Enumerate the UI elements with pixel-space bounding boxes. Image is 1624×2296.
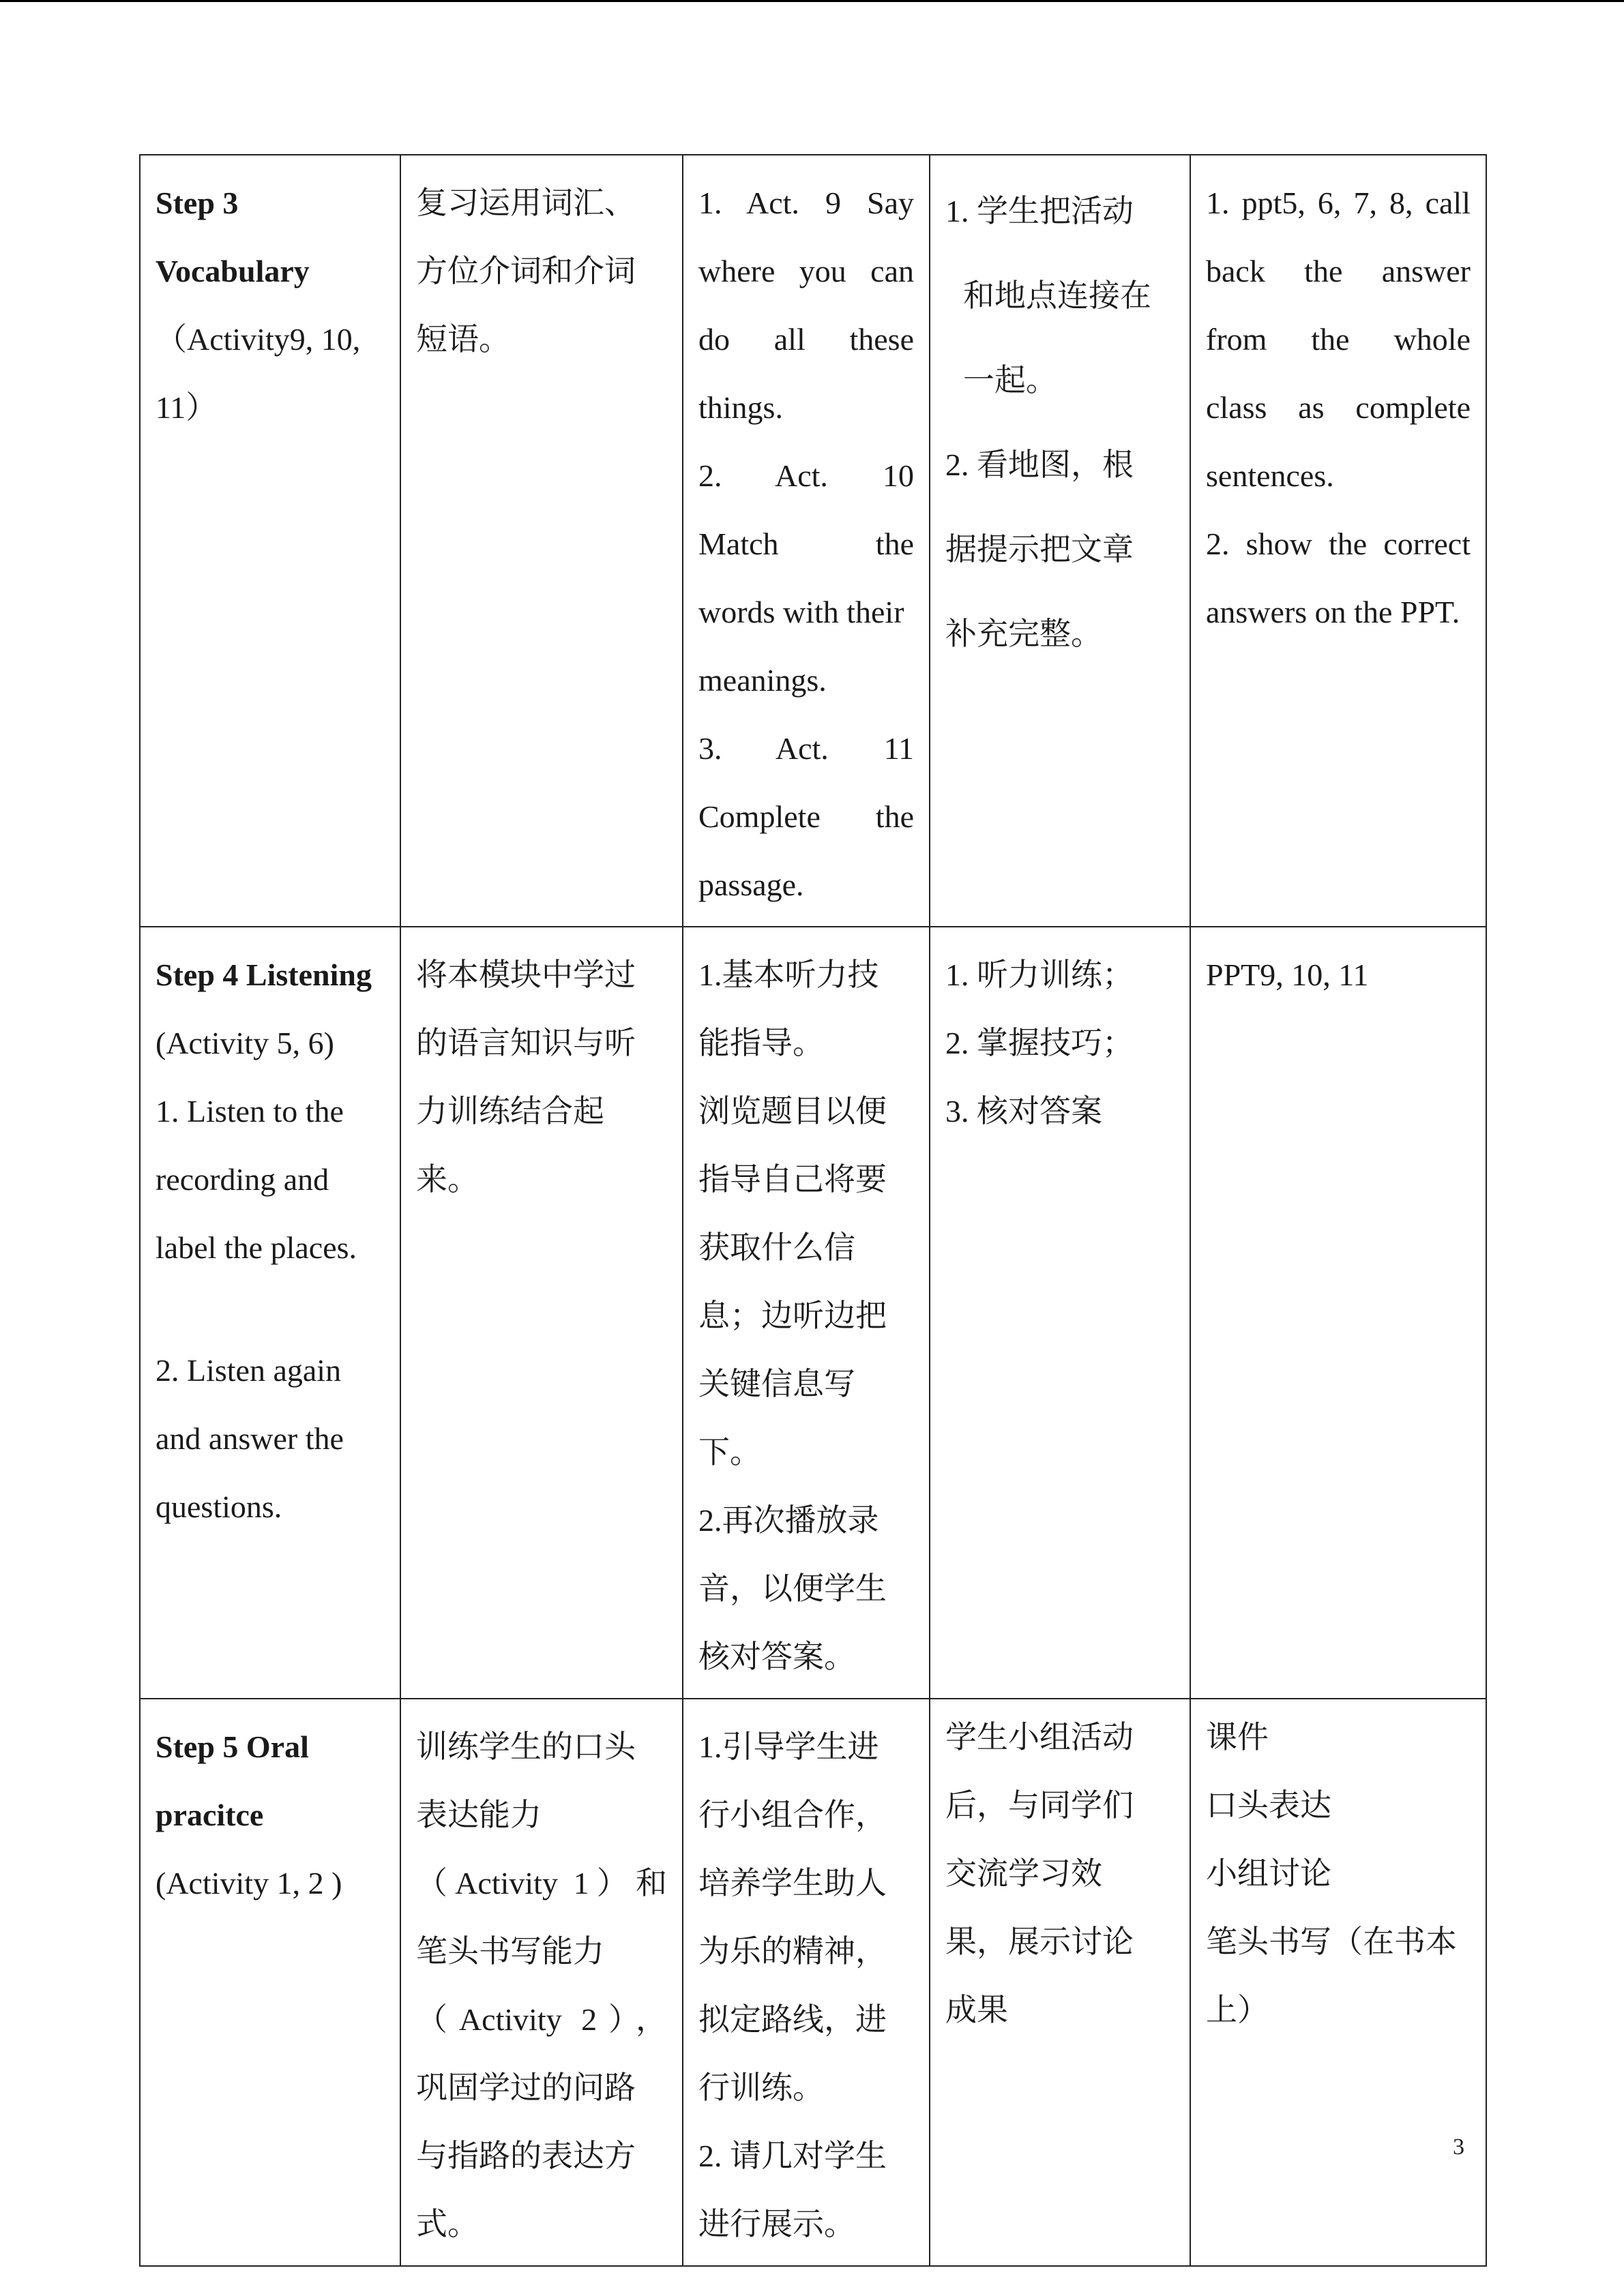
teacher-line: 下。 <box>698 1435 761 1470</box>
resource-line: 2. show the correct <box>1206 526 1471 561</box>
student-line: 交流学习效 <box>945 1856 1102 1891</box>
goal-line: 式。 <box>416 2207 479 2241</box>
teacher-activity-cell <box>683 155 930 927</box>
teacher-line: 行小组合作， <box>698 1798 887 1832</box>
goal-line: 巩固学过的问路 <box>416 2070 636 2105</box>
teacher-line: 关键信息写 <box>698 1367 855 1401</box>
teacher-line: words with their <box>698 595 904 629</box>
goal-line: 复习运用词汇、 <box>416 185 636 220</box>
step-activity: (Activity 1, 2 ) <box>156 1866 342 1900</box>
goal-line: 力训练结合起 <box>416 1094 604 1129</box>
teacher-line: 2. 请几对学生 <box>698 2138 887 2173</box>
teacher-activity-cell <box>683 927 930 1699</box>
goal-line: 方位介词和介词 <box>416 254 636 288</box>
teacher-line: 拟定路线，进 <box>698 2002 887 2037</box>
step-activity: 11） <box>156 390 218 425</box>
student-line: 一起。 <box>963 363 1057 398</box>
teacher-line: do all these <box>698 322 914 357</box>
resource-line: answers on the PPT. <box>1206 595 1460 629</box>
resource-line: 口头表达 <box>1206 1788 1331 1823</box>
step-line: questions. <box>156 1489 282 1524</box>
goal-cell <box>400 1699 683 2266</box>
goal-line: 表达能力 <box>416 1798 542 1832</box>
step-cell <box>140 927 400 1699</box>
teacher-line: 获取什么信 <box>698 1230 855 1265</box>
student-line: 2. 掌握技巧； <box>945 1026 1134 1060</box>
resource-line: back the answer <box>1206 254 1471 288</box>
step-title: Step 5 Oral <box>156 1729 309 1764</box>
teacher-line: where you can <box>698 254 914 288</box>
teacher-line: 1. Act. 9 Say <box>698 185 914 220</box>
student-activity-cell <box>930 927 1190 1699</box>
goal-line: （Activity 2）， <box>416 2002 667 2037</box>
resource-line: 上） <box>1206 1993 1269 2027</box>
teacher-line: 进行展示。 <box>698 2207 855 2241</box>
teacher-line: 音，以便学生 <box>698 1571 887 1606</box>
teacher-line: 行训练。 <box>698 2070 824 2105</box>
teacher-line: passage. <box>698 867 804 902</box>
resource-line: from the whole <box>1206 322 1471 357</box>
goal-line: 短语。 <box>416 322 510 357</box>
teacher-line: 核对答案。 <box>698 1639 855 1674</box>
goal-cell <box>400 927 683 1699</box>
step-subtitle: Vocabulary <box>156 254 310 288</box>
teacher-line: 能指导。 <box>698 1026 824 1060</box>
resource-line: PPT9, 10, 11 <box>1206 957 1369 992</box>
teacher-line: Complete the <box>698 799 914 834</box>
step-title: Step 3 <box>156 185 239 220</box>
goal-line: 与指路的表达方 <box>416 2138 636 2173</box>
student-line: 和地点连接在 <box>963 278 1151 313</box>
teacher-line: 2. Act. 10 <box>698 458 914 493</box>
step-spacer <box>156 1282 385 1337</box>
page-number: 3 <box>1453 2134 1464 2160</box>
student-line: 果，展示讨论 <box>945 1924 1134 1959</box>
student-line: 成果 <box>945 1993 1008 2027</box>
table-row <box>140 1699 1486 2266</box>
resources-cell <box>1190 927 1486 1699</box>
teacher-line: 3. Act. 11 <box>698 731 914 766</box>
student-line: 3. 核对答案 <box>945 1094 1102 1129</box>
goal-line: 的语言知识与听 <box>416 1026 636 1060</box>
student-line: 1. 学生把活动 <box>945 194 1134 228</box>
student-line: 后，与同学们 <box>945 1788 1134 1823</box>
teacher-line: 1.引导学生进 <box>698 1729 879 1764</box>
teacher-line: 浏览题目以便 <box>698 1094 887 1129</box>
teacher-line: 培养学生助人 <box>698 1866 887 1900</box>
student-line: 2. 看地图，根 <box>945 447 1134 482</box>
student-line: 补充完整。 <box>945 616 1102 651</box>
goal-cell <box>400 155 683 927</box>
table-row <box>140 927 1486 1699</box>
resources-cell <box>1190 155 1486 927</box>
teacher-line: 2.再次播放录 <box>698 1503 879 1538</box>
goal-line: 将本模块中学过 <box>416 957 636 992</box>
student-line: 1. 听力训练； <box>945 957 1134 992</box>
step-line: recording and <box>156 1162 329 1197</box>
goal-line: 来。 <box>416 1162 479 1197</box>
step-activity: (Activity 5, 6) <box>156 1026 334 1060</box>
teacher-line: 指导自己将要 <box>698 1162 887 1197</box>
student-activity-cell <box>930 155 1190 927</box>
resource-line: 小组讨论 <box>1206 1856 1331 1891</box>
teacher-line: 1.基本听力技 <box>698 957 879 992</box>
teacher-line: Match the <box>698 526 914 561</box>
student-activity-cell <box>930 1699 1190 2266</box>
goal-line: 笔头书写能力 <box>416 1934 604 1969</box>
teacher-line: things. <box>698 390 783 425</box>
teacher-line: meanings. <box>698 663 827 698</box>
table-row <box>140 155 1486 927</box>
teacher-line: 息；边听边把 <box>698 1298 887 1333</box>
resource-line: sentences. <box>1206 458 1334 493</box>
student-line: 学生小组活动 <box>945 1720 1134 1755</box>
student-line: 据提示把文章 <box>945 532 1134 567</box>
resource-line: 笔头书写（在书本 <box>1206 1924 1457 1959</box>
step-subtitle: pracitce <box>156 1798 264 1832</box>
step-cell <box>140 1699 400 2266</box>
step-line: 2. Listen again <box>156 1353 342 1388</box>
resources-cell <box>1190 1699 1486 2266</box>
resource-line: class as complete <box>1206 390 1471 425</box>
teacher-activity-cell <box>683 1699 930 2266</box>
teacher-line: 为乐的精神， <box>698 1934 887 1969</box>
step-title: Step 4 Listening <box>156 957 372 992</box>
goal-line: 训练学生的口头 <box>416 1729 636 1764</box>
goal-line: （Activity 1）和 <box>416 1866 667 1900</box>
step-cell <box>140 155 400 927</box>
lesson-plan-table <box>139 154 1487 2267</box>
step-line: and answer the <box>156 1421 344 1456</box>
step-activity: （Activity9, 10, <box>156 322 361 357</box>
resource-line: 1. ppt5, 6, 7, 8, call <box>1206 185 1471 220</box>
resource-line: 课件 <box>1206 1720 1269 1755</box>
top-rule <box>0 0 1624 2</box>
step-line: 1. Listen to the <box>156 1094 344 1129</box>
step-line: label the places. <box>156 1230 357 1265</box>
